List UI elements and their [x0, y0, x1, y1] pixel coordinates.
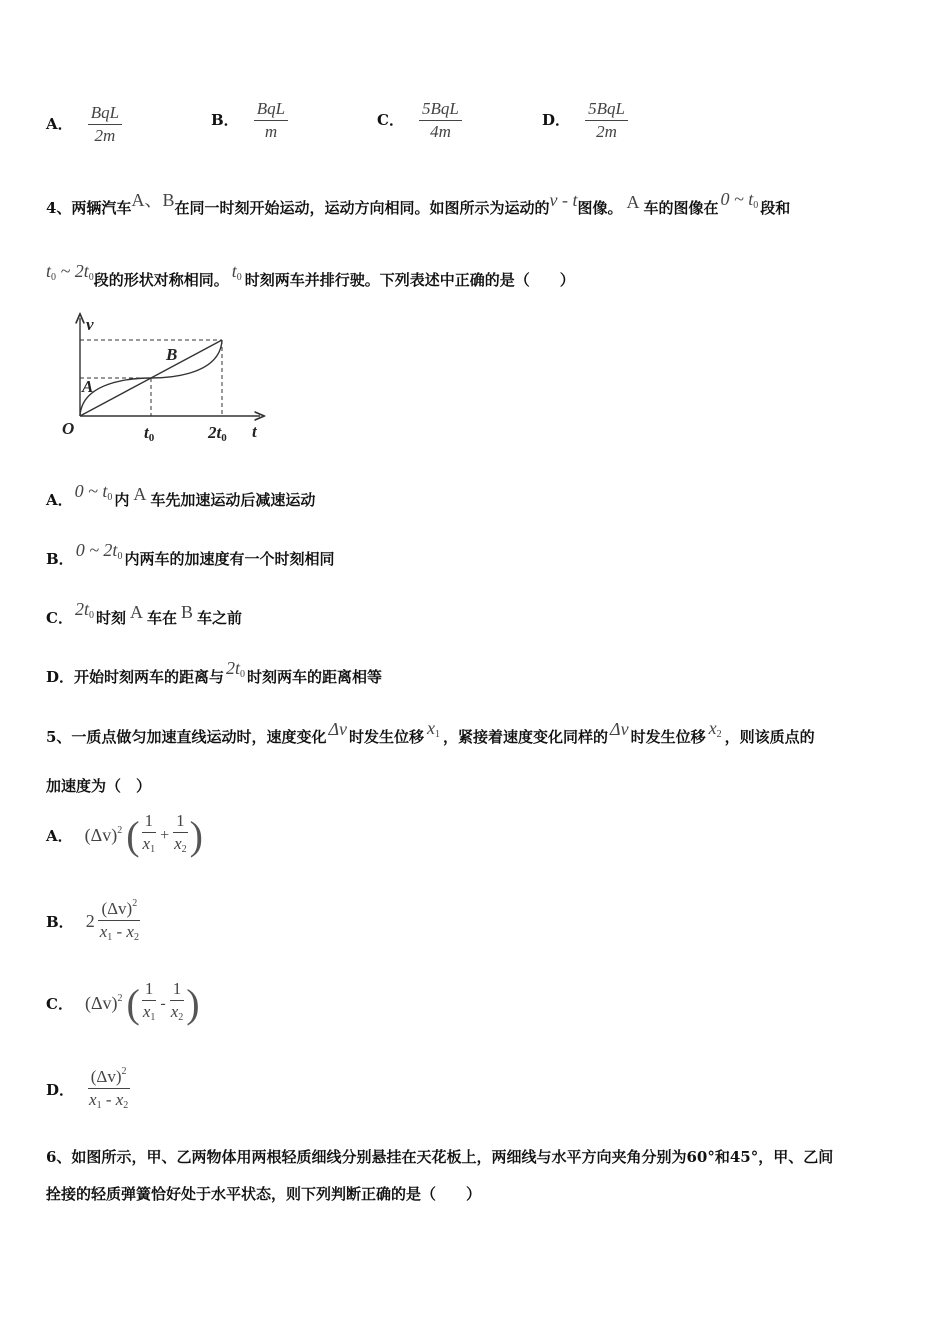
text: 车之前: [197, 609, 243, 627]
option-label: C．: [46, 995, 73, 1013]
math: A: [626, 192, 640, 212]
q5-option-b: [46, 894, 142, 948]
math: 0 ~ $t_0$: [720, 189, 759, 211]
text: 车先加速运动后减速运动: [150, 491, 316, 509]
paren-left: (: [126, 980, 140, 1026]
text: 段的形状对称相同。: [93, 271, 229, 289]
text: ，则该质点的: [724, 728, 815, 746]
a-label: A: [82, 377, 94, 396]
math: A: [133, 484, 147, 504]
q6-stem-line1: 6、如图所示，甲、乙两物体用两根轻质细线分别悬挂在天花板上，两细线与水平方向夹角分别为60°和45°，甲、乙间: [46, 1148, 834, 1166]
fraction: [419, 99, 462, 142]
q4-option-c: [46, 599, 243, 629]
option-label: D．: [542, 111, 571, 129]
2t0-label: 2t0: [208, 423, 227, 444]
numerator: BqL: [254, 99, 288, 121]
q3-option-a: [46, 103, 122, 146]
fraction: [88, 103, 122, 146]
math: A: [129, 602, 143, 622]
b-label: B: [166, 345, 178, 364]
q3-option-d: [542, 99, 628, 142]
fraction: [585, 99, 628, 142]
q4-option-d: [46, 658, 383, 688]
text: 图像。: [577, 199, 623, 217]
denominator: 4m: [430, 122, 451, 141]
text: 时刻两车并排行驶。下列表述中正确的是（ ）: [244, 271, 575, 289]
coefficient: 2: [85, 910, 95, 931]
text: 5、一质点做匀加速直线运动时，速度变化: [46, 728, 327, 746]
fraction: $\frac{(\Delta v)^2}{x_1 - x_2}$: [86, 1062, 131, 1116]
option-label: B．: [46, 550, 74, 568]
option-label: B．: [46, 912, 74, 931]
text: 段和: [760, 199, 791, 217]
text: 时发生位移: [349, 728, 425, 746]
option-label: D．: [46, 668, 75, 686]
fraction: $\frac{1}{x_2}$: [170, 979, 184, 1023]
math: Δv: [610, 719, 629, 739]
paren-right: ): [189, 812, 203, 858]
math: $t_0$ ~ $2t_0$: [46, 261, 94, 283]
q5-stem-line1: [46, 718, 815, 748]
q3-option-c: [377, 99, 462, 142]
math: $(\Delta v)^2$: [84, 825, 123, 845]
math: B: [181, 602, 194, 622]
math: $2t_0$: [74, 599, 94, 621]
option-label: A．: [46, 115, 73, 133]
math: 0 ~ $2t_0$: [75, 540, 123, 562]
operator: +: [160, 826, 170, 844]
option-label: D．: [46, 1080, 75, 1099]
q6-stem-line2: 拴接的轻质弹簧恰好处于水平状态，则下列判断正确的是（ ）: [46, 1185, 482, 1203]
q5-option-c: [46, 979, 200, 1028]
text: 内两车的加速度有一个时刻相同: [124, 550, 335, 568]
math: $x_1$: [427, 718, 441, 740]
option-label: A．: [46, 827, 73, 845]
numerator: 5BqL: [585, 99, 628, 121]
q5-option-d: [46, 1062, 131, 1116]
math: 0 ~ $t_0$: [74, 481, 113, 503]
q4-stem-line1: [46, 189, 791, 219]
math: $(\Delta v)^2$: [84, 993, 123, 1013]
text: 在同一时刻开始运动，运动方向相同。如图所示为运动的: [174, 199, 550, 217]
v-label: v: [86, 315, 94, 334]
math: A、B: [131, 190, 175, 210]
option-label: B．: [211, 111, 239, 129]
math: Δv: [328, 719, 348, 739]
t0-label: t0: [144, 423, 155, 444]
q5-option-a: [46, 811, 203, 860]
text: 内: [114, 491, 130, 509]
q3-option-b: [211, 99, 288, 142]
text: 时刻: [95, 609, 126, 627]
t-label: t: [252, 422, 257, 441]
fraction: $\frac{(\Delta v)^2}{x_1 - x_2}$: [97, 894, 142, 948]
numerator: BqL: [88, 103, 122, 125]
denominator: m: [264, 122, 278, 141]
q4-option-b: [46, 540, 335, 570]
option-label: C．: [377, 111, 404, 129]
fraction: [254, 99, 288, 142]
q4-option-a: [46, 481, 316, 511]
text: 车的图像在: [643, 199, 719, 217]
text: 开始时刻两车的距离与: [74, 668, 225, 686]
denominator: 2m: [94, 126, 116, 145]
q4-stem-line2: [46, 261, 575, 291]
option-label: C．: [46, 609, 73, 627]
text: 车在: [146, 609, 177, 627]
fraction: $\frac{1}{x_1}$: [142, 811, 156, 855]
text: 时刻两车的距离相等: [247, 668, 383, 686]
o-label: O: [62, 419, 75, 438]
text: 时发生位移: [630, 728, 706, 746]
operator: -: [160, 994, 166, 1012]
text: 4、两辆汽车: [46, 199, 132, 217]
math: v - t: [549, 190, 578, 210]
math: $x_2$: [708, 718, 722, 740]
math: $t_0$: [231, 261, 242, 283]
denominator: 2m: [596, 122, 617, 141]
text: 加速度为（ ）: [46, 777, 152, 795]
numerator: 5BqL: [419, 99, 462, 121]
fraction: $\frac{1}{x_1}$: [142, 979, 156, 1023]
paren-right: ): [186, 980, 200, 1026]
vt-graph: [58, 312, 268, 450]
paren-left: (: [126, 812, 140, 858]
math: $2t_0$: [226, 658, 246, 680]
text: ，紧接着速度变化同样的: [443, 728, 609, 746]
q5-stem-line2: [46, 775, 151, 796]
option-label: A．: [46, 491, 73, 509]
fraction: $\frac{1}{x_2}$: [174, 811, 187, 855]
